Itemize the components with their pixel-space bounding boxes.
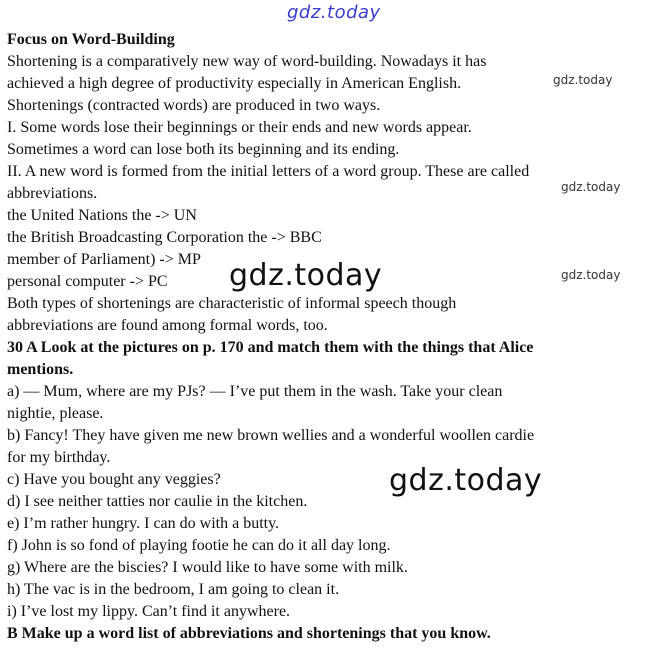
body-line: Shortenings (contracted words) are produced in two ways. [7,97,381,114]
task-item-line: c) Have you bought any veggies? [7,471,221,488]
watermark-small-1: gdz.today [553,73,613,87]
task-item-line: a) — Mum, where are my PJs? — I’ve put them in the wash. Take your clean [7,383,503,400]
task-30-heading-continued: mentions. [7,361,74,378]
task-item-line: i) I’ve lost my lippy. Can’t find it anywhere. [7,603,291,620]
task-item-line: e) I’m rather hungry. I can do with a butty. [7,515,280,532]
body-line: achieved a high degree of productivity especially in American English. [7,75,462,92]
body-line: Sometimes a word can lose both its beginning and its ending. [7,141,400,158]
body-line: I. Some words lose their beginnings or their ends and new words appear. [7,119,472,136]
task-item-line: for my birthday. [7,449,111,466]
task-item-line: h) The vac is in the bedroom, I am going to clean it. [7,581,340,598]
body-line: personal computer -> PC [7,273,168,290]
task-item-line: nightie, please. [7,405,104,422]
watermark-small-3: gdz.today [561,268,621,282]
watermark-large-2: gdz.today [389,463,543,498]
body-line: the British Broadcasting Corporation the -> BBC [7,229,322,246]
task-item-line: f) John is so fond of playing footie he can do it all day long. [7,537,391,554]
watermark-top: gdz.today [287,2,381,23]
body-line: the United Nations the -> UN [7,207,197,224]
body-line: abbreviations are found among formal words, too. [7,317,328,334]
section-title: Focus on Word-Building [7,31,175,48]
task-item-line: d) I see neither tatties nor caulie in the kitchen. [7,493,308,510]
watermark-large-1: gdz.today [229,258,383,293]
body-line: Shortening is a comparatively new way of word-building. Nowadays it has [7,53,487,70]
task-30-heading: 30 A Look at the pictures on p. 170 and match them with the things that Alice [7,339,534,356]
body-line: member of Parliament) -> MP [7,251,201,268]
watermark-small-2: gdz.today [561,180,621,194]
task-item-line: g) Where are the biscies? I would like to have some with milk. [7,559,408,576]
task-b-heading: B Make up a word list of abbreviations and shortenings that you know. [7,625,491,642]
body-line: II. A new word is formed from the initial letters of a word group. These are called [7,163,530,180]
document-body [7,29,647,645]
task-item-line: b) Fancy! They have given me new brown wellies and a wonderful woollen cardie [7,427,535,444]
body-line: abbreviations. [7,185,98,202]
body-line: Both types of shortenings are characteristic of informal speech though [7,295,457,312]
